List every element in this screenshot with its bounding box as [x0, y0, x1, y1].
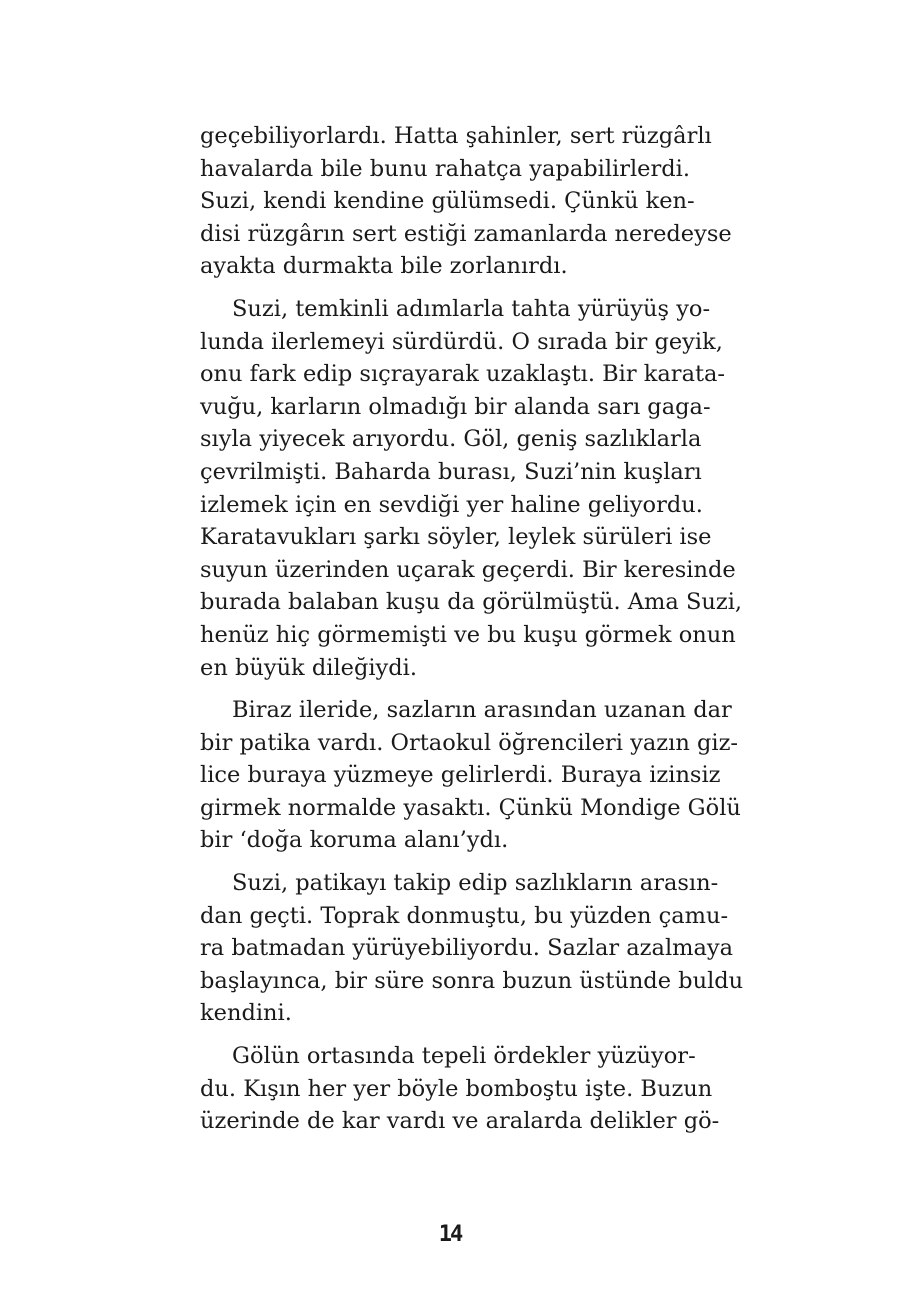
paragraph — [200, 120, 732, 283]
text-line: başlayınca, bir süre sonra buzun üstünde buldu — [200, 967, 744, 994]
body-text — [200, 120, 744, 1148]
text-line: lunda ilerlemeyi sürdürdü. O sırada bir geyik, — [200, 328, 723, 355]
text-line: henüz hiç görmemişti ve bu kuşu görmek onun — [200, 621, 736, 648]
text-line: kendini. — [200, 1000, 292, 1027]
text-line: onu fark edip sıçrayarak uzaklaştı. Bir karata- — [200, 361, 726, 388]
text-line: Suzi, temkinli adımlarla tahta yürüyüş yo- — [232, 295, 711, 322]
text-line: disi rüzgârın sert estiği zamanlarda neredeyse — [200, 220, 732, 247]
text-line: izlemek için en sevdiği yer haline geliyordu. — [200, 491, 703, 518]
text-line: bir ‘doğa koruma alanı’ydı. — [200, 827, 509, 854]
text-line: vuğu, karların olmadığı bir alanda sarı gaga- — [200, 393, 711, 420]
text-line: Gölün ortasında tepeli ördekler yüzüyor- — [232, 1043, 696, 1070]
text-line: girmek normalde yasaktı. Çünkü Mondige Gölü — [200, 794, 741, 821]
text-line: Karatavukları şarkı söyler, leylek sürüleri ise — [200, 524, 712, 551]
text-line: bir patika vardı. Ortaokul öğrencileri yazın giz- — [200, 729, 739, 756]
text-line: çevrilmişti. Baharda burası, Suzi’nin kuşları — [200, 458, 702, 485]
text-line: Suzi, patikayı takip edip sazlıkların arasın- — [232, 870, 719, 897]
text-line: havalarda bile bunu rahatça yapabilirlerdi. — [200, 155, 690, 182]
text-line: sıyla yiyecek arıyordu. Göl, geniş sazlıklarla — [200, 426, 702, 453]
text-line: lice buraya yüzmeye gelirlerdi. Buraya izinsiz — [200, 762, 721, 789]
text-line: burada balaban kuşu da görülmüştü. Ama Suzi, — [200, 589, 743, 616]
text-line: du. Kışın her yer böyle bomboştu işte. Buzun — [200, 1075, 713, 1102]
text-line: ra batmadan yürüyebiliyordu. Sazlar azalmaya — [200, 935, 734, 962]
text-line: suyun üzerinden uçarak geçerdi. Bir keresinde — [200, 556, 736, 583]
text-line: dan geçti. Toprak donmuştu, bu yüzden çamu- — [200, 902, 729, 929]
text-line: Biraz ileride, sazların arasından uzanan dar — [232, 697, 732, 724]
paragraph — [200, 293, 743, 684]
page-number: 14 — [438, 1222, 462, 1247]
paragraph — [200, 867, 744, 1030]
text-line: Suzi, kendi kendine gülümsedi. Çünkü ken- — [200, 188, 695, 215]
paragraph — [200, 1040, 720, 1138]
text-line: en büyük dileğiydi. — [200, 654, 418, 681]
paragraph — [200, 694, 741, 857]
text-line: ayakta durmakta bile zorlanırdı. — [200, 253, 568, 280]
text-line: geçebiliyorlardı. Hatta şahinler, sert rüzgârlı — [200, 123, 712, 149]
text-line: üzerinde de kar vardı ve aralarda delikler gö- — [200, 1108, 720, 1135]
